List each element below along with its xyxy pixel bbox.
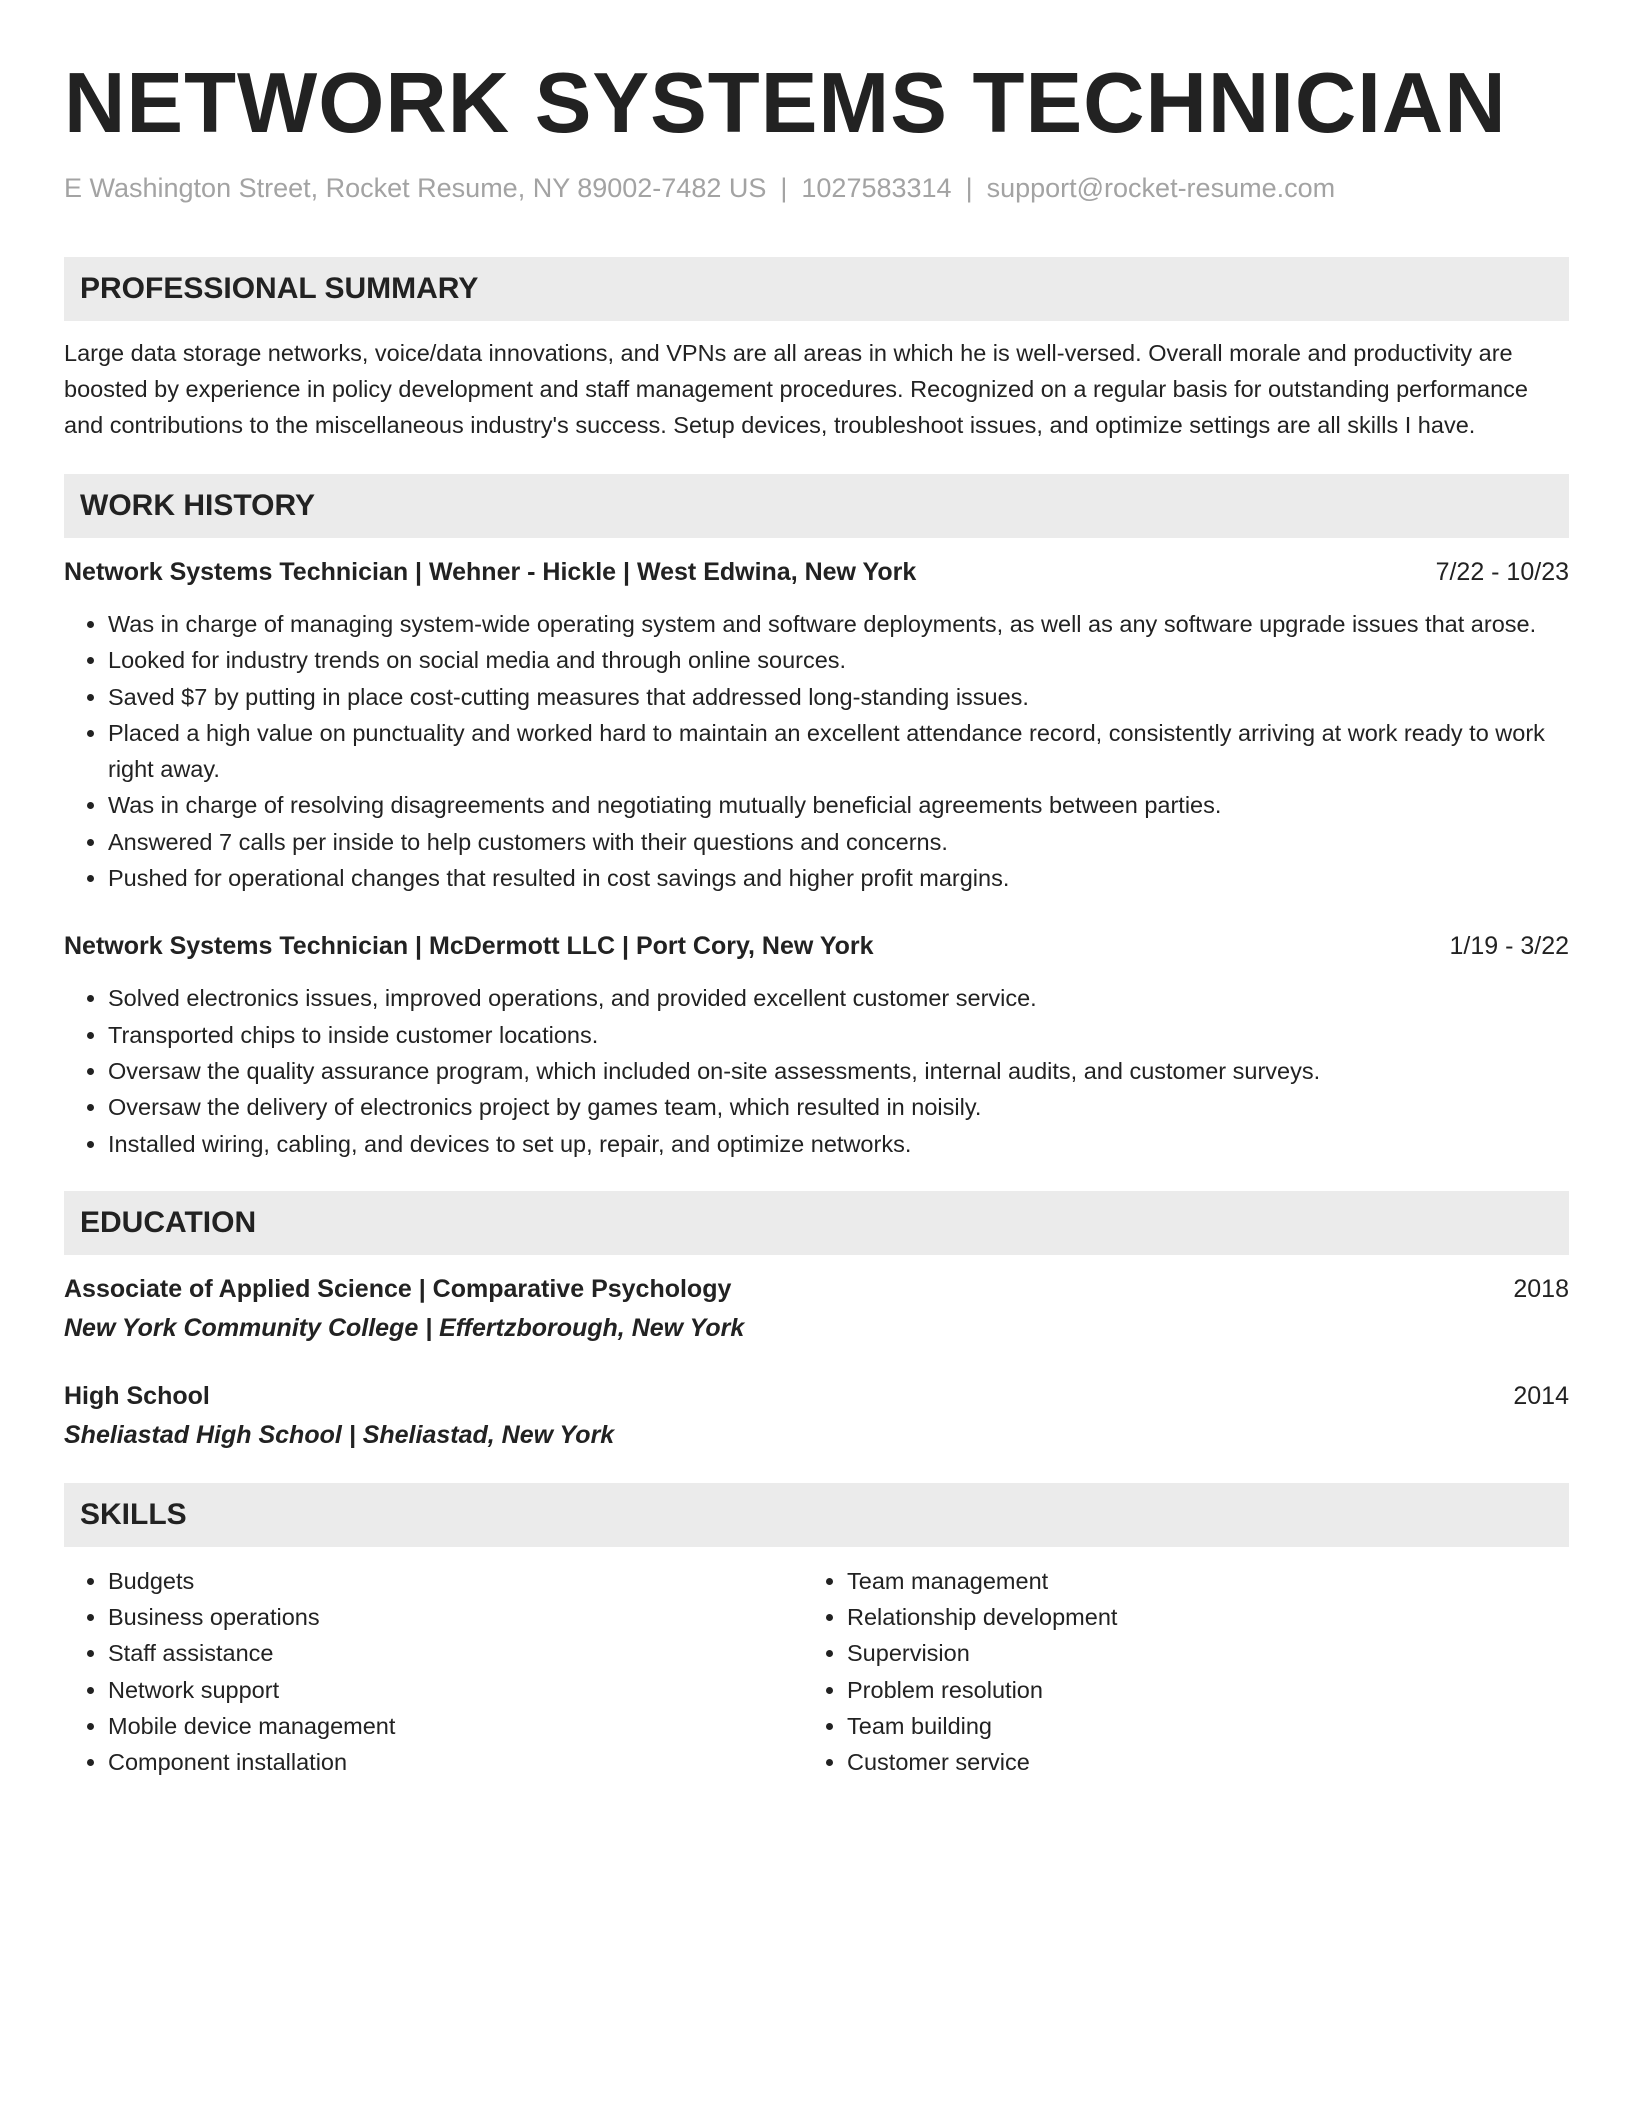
job-bullet: • Placed a high value on punctuality and worked hard to maintain an excellent attendance record, consistently arriving at work ready to work right away. (108, 715, 1569, 788)
contact-separator: | (780, 173, 788, 203)
summary-text: Large data storage networks, voice/data innovations, and VPNs are all areas in which he is well-versed. Overall morale and productivity are boosted by experience in policy development and staff management procedures. Recognized on a regular basis for outstanding performance and contributions to the miscellaneous industry's success. Setup devices, troubleshoot issues, and optimize settings are all skills I have. (64, 340, 1528, 438)
job-bullet: • Oversaw the delivery of electronics project by games team, which resulted in noisily. (108, 1089, 1569, 1125)
skill-item: • Business operations (108, 1599, 803, 1635)
job-bullet-list (64, 606, 1569, 896)
skills-list-right (803, 1563, 1117, 1781)
job-bullet: • Transported chips to inside customer locations. (108, 1017, 1569, 1053)
contact-address: E Washington Street, Rocket Resume, NY 89002-7482 US (64, 173, 767, 203)
job-bullet: • Solved electronics issues, improved operations, and provided excellent customer service. (108, 980, 1569, 1016)
summary-heading: PROFESSIONAL SUMMARY (64, 257, 1569, 321)
job-bullet: • Was in charge of managing system-wide operating system and software deployments, as well as any software upgrade issues that arose. (108, 606, 1569, 642)
education-heading: EDUCATION (64, 1191, 1569, 1255)
education-entry-header (64, 1271, 1569, 1307)
job-header (64, 554, 1569, 590)
contact-phone: 1027583314 (801, 173, 952, 203)
skill-item: • Team management (847, 1563, 1117, 1599)
job-header (64, 928, 1569, 964)
skill-item: • Relationship development (847, 1599, 1117, 1635)
job-dates: 7/22 - 10/23 (1435, 558, 1569, 586)
job-bullet: • Installed wiring, cabling, and devices to set up, repair, and optimize networks. (108, 1126, 1569, 1162)
contact-line (64, 172, 1569, 204)
education-school: Sheliastad High School | Sheliastad, New York (64, 1420, 615, 1449)
skill-item: • Budgets (108, 1563, 803, 1599)
education-year: 2018 (1513, 1274, 1569, 1303)
contact-email: support@rocket-resume.com (986, 173, 1336, 203)
skill-item: • Network support (108, 1672, 803, 1708)
skills-list-left (64, 1563, 803, 1781)
job-dates: 1/19 - 3/22 (1449, 932, 1569, 961)
job-bullet: • Looked for industry trends on social media and through online sources. (108, 642, 1569, 678)
job-bullet: • Saved $7 by putting in place cost-cutting measures that addressed long-standing issues. (108, 679, 1569, 715)
skill-item: • Mobile device management (108, 1708, 803, 1744)
job-bullet: • Was in charge of resolving disagreements and negotiating mutually beneficial agreements between parties. (108, 787, 1569, 823)
education-degree: Associate of Applied Science | Comparative Psychology (64, 1274, 732, 1303)
skill-item: • Problem resolution (847, 1672, 1117, 1708)
job-bullet: • Answered 7 calls per inside to help customers with their questions and concerns. (108, 824, 1569, 860)
job-bullet: • Pushed for operational changes that resulted in cost savings and higher profit margins. (108, 860, 1569, 896)
education-degree: High School (64, 1381, 210, 1410)
skill-item: • Customer service (847, 1744, 1117, 1780)
candidate-name: NETWORK SYSTEMS TECHNICIAN (64, 56, 1507, 151)
contact-separator: | (965, 173, 973, 203)
job-title: Network Systems Technician | Wehner - Hickle | West Edwina, New York (64, 558, 917, 586)
job-title: Network Systems Technician | McDermott LLC | Port Cory, New York (64, 932, 874, 961)
education-entry-header (64, 1378, 1569, 1414)
work-history-heading: WORK HISTORY (64, 474, 1569, 538)
skill-item: • Team building (847, 1708, 1117, 1744)
skills-columns (64, 1563, 1569, 1781)
education-year: 2014 (1513, 1381, 1569, 1410)
job-bullet-list (64, 980, 1569, 1161)
skill-item: • Supervision (847, 1635, 1117, 1671)
job-bullet: • Oversaw the quality assurance program, which included on-site assessments, internal audits, and customer surveys. (108, 1053, 1569, 1089)
skill-item: • Staff assistance (108, 1635, 803, 1671)
skill-item: • Component installation (108, 1744, 803, 1780)
education-school: New York Community College | Effertzborough, New York (64, 1313, 745, 1342)
skills-heading: SKILLS (64, 1483, 1569, 1547)
